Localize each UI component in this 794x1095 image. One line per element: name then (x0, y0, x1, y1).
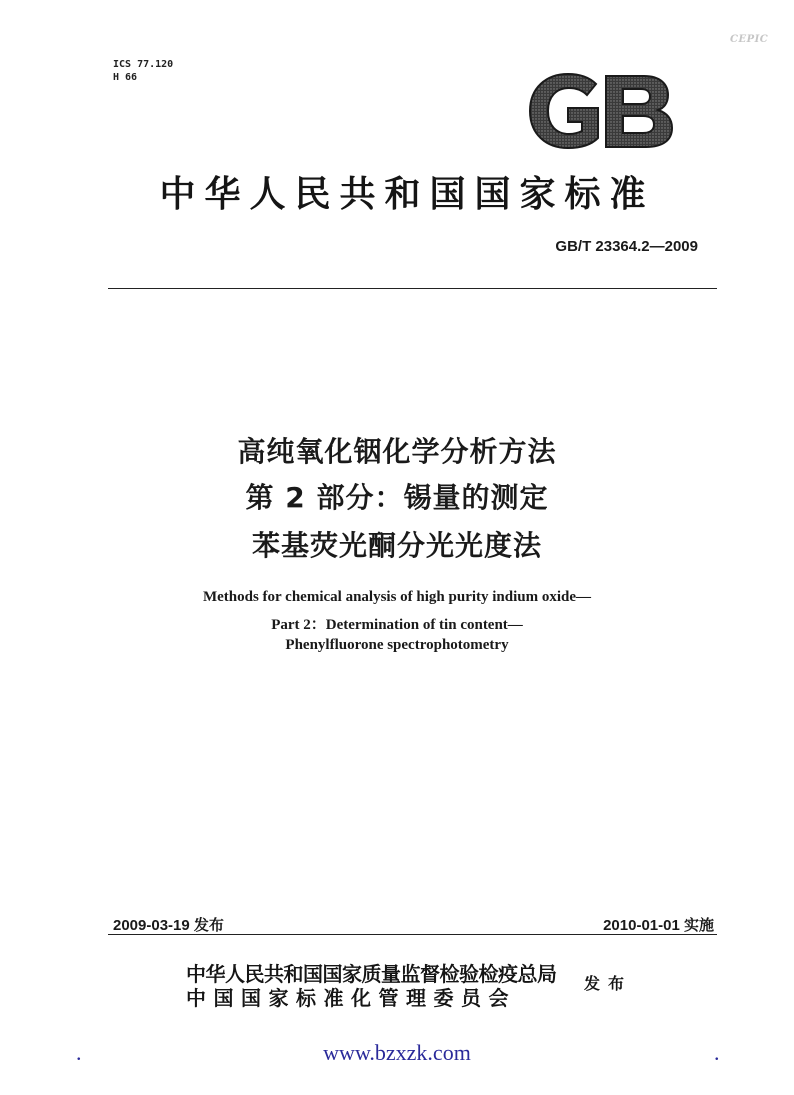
issuer-sac: 中国国家标准化管理委员会 (186, 986, 516, 1010)
title-en-line-3: Phenylfluorone spectrophotometry (285, 637, 509, 653)
title-en-line-2: Part 2：Determination of tin content— (271, 617, 523, 633)
ics-code: ICS 77.120 (113, 59, 174, 70)
standard-number: GB/T 23364.2—2009 (555, 238, 698, 255)
implementation-date: 2010-01-01 实施 (603, 917, 714, 934)
issue-date: 2009-03-19 发布 (113, 917, 224, 934)
national-standard-title: 中华人民共和国国家标准 (159, 173, 655, 215)
title-en-line-1: Methods for chemical analysis of high purity indium oxide— (202, 589, 592, 605)
publish-label: 发布 (584, 974, 633, 993)
ccs-code: H 66 (113, 72, 138, 83)
footer-right-dot: . (714, 1040, 720, 1065)
title-cn-line-3: 苯基荧光酮分光光度法 (251, 529, 542, 562)
title-cn-line-2: 第 2 部分：锡量的测定 (245, 481, 549, 514)
header-divider (108, 288, 717, 289)
title-cn-line-1: 高纯氧化铟化学分析方法 (237, 435, 557, 468)
classification-codes (113, 58, 173, 84)
gb-standard-logo (526, 70, 676, 152)
watermark-text: CEPIC (730, 34, 769, 45)
footer-website-link[interactable]: www.bzxzk.com (323, 1040, 471, 1065)
issuer-aqsiq: 中华人民共和国国家质量监督检验检疫总局 (186, 962, 557, 986)
footer-divider (108, 934, 717, 935)
footer-left-dot: . (76, 1040, 82, 1065)
